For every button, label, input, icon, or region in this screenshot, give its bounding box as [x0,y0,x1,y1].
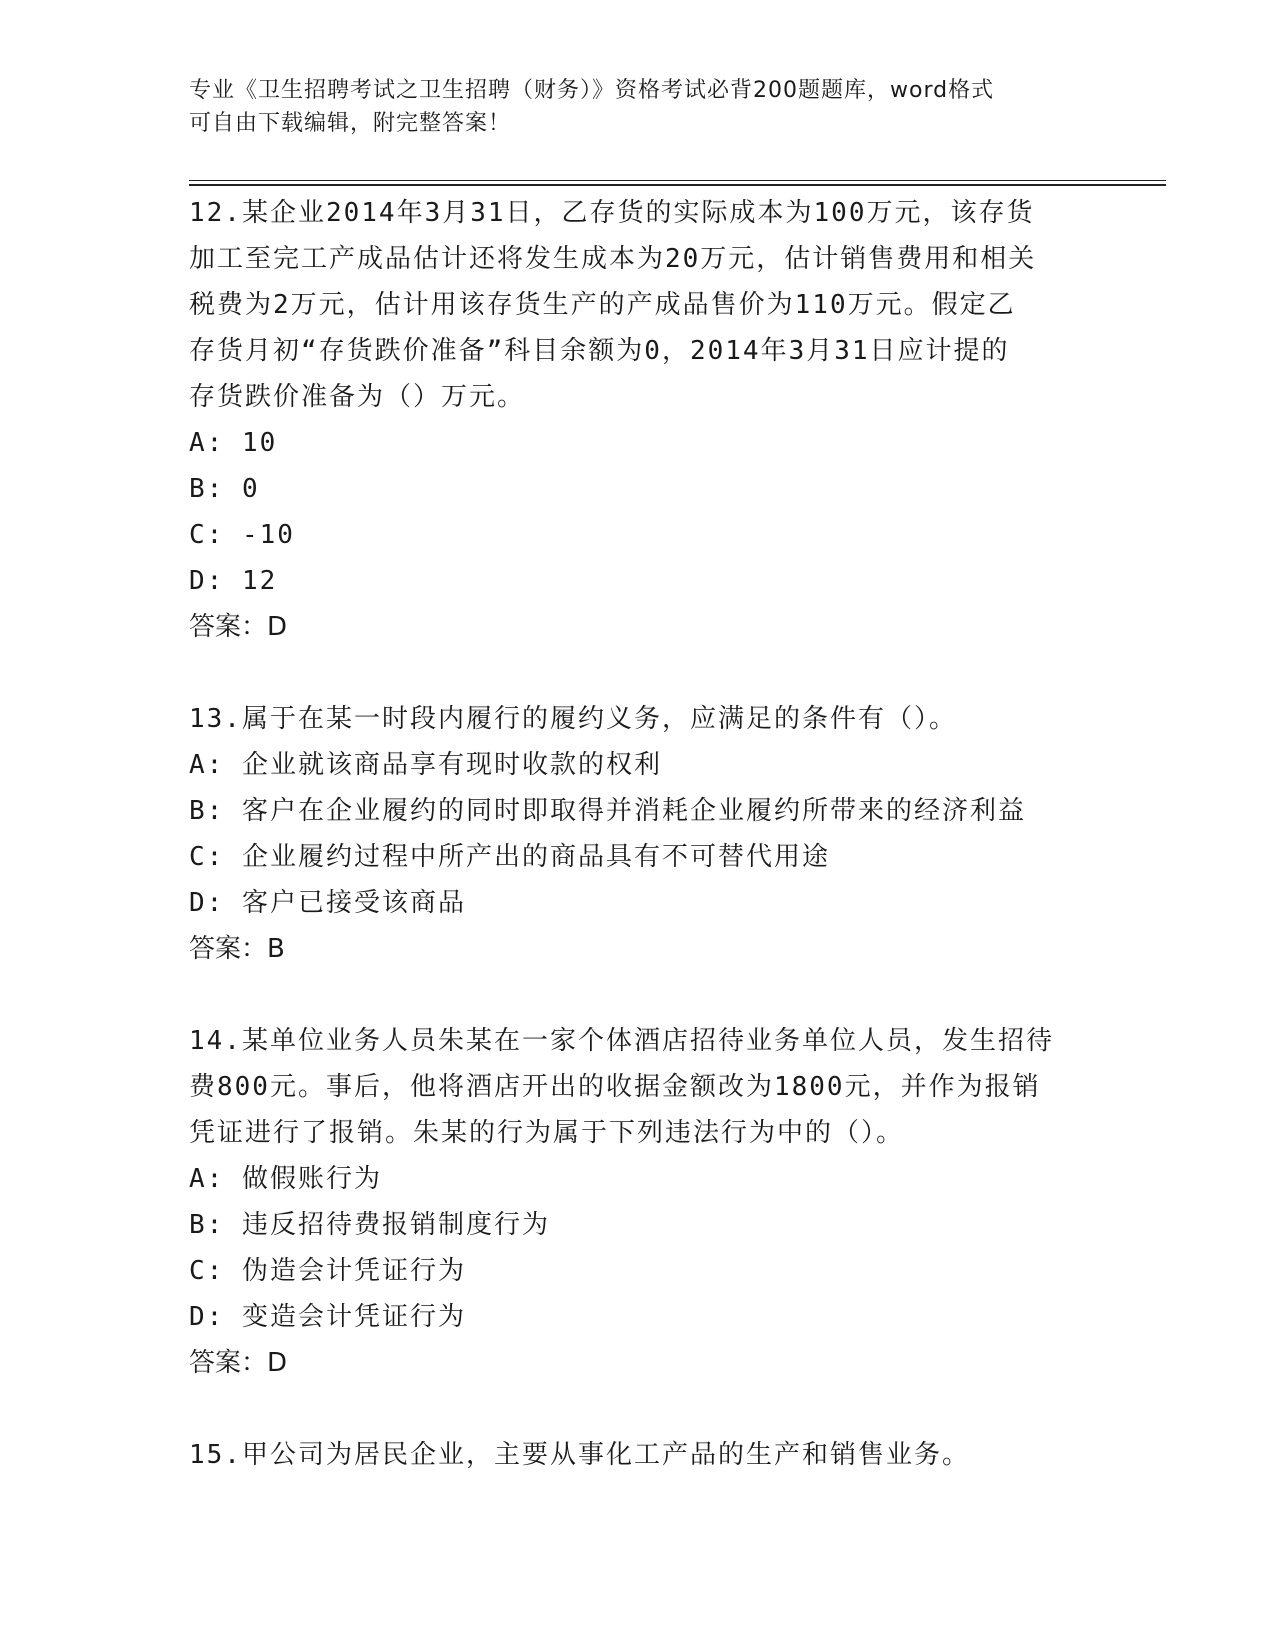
option-b: B: 违反招待费报销制度行为 [189,1210,550,1240]
question-spacer [189,972,1089,1018]
question-13 [189,696,1089,972]
question-text-line: 14.某单位业务人员朱某在一家个体酒店招待业务单位人员，发生招待 [189,1026,1054,1056]
question-text-line: 凭证进行了报销。朱某的行为属于下列违法行为中的（）。 [189,1118,905,1148]
option-d: D: 变造会计凭证行为 [189,1302,466,1332]
question-14 [189,1018,1089,1386]
answer-label: 答案：D [189,612,288,642]
question-text-line: 加工至完工产成品估计还将发生成本为20万元，估计销售费用和相关 [189,244,1037,274]
header-line-1: 专业《卫生招聘考试之卫生招聘（财务）》资格考试必背200题题库，word格式 [189,78,995,103]
header-divider-thin [189,180,1166,181]
option-c: C: 伪造会计凭证行为 [189,1256,466,1286]
question-text-line: 税费为2万元，估计用该存货生产的产成品售价为110万元。假定乙 [189,290,1016,320]
question-text-line: 15.甲公司为居民企业，主要从事化工产品的生产和销售业务。 [189,1440,970,1470]
question-15 [189,1432,1089,1478]
option-a: A: 10 [189,428,278,458]
question-text-line: 费800元。事后，他将酒店开出的收据金额改为1800元，并作为报销 [189,1072,1041,1102]
question-spacer [189,650,1089,696]
option-c: C: -10 [189,520,295,550]
answer-label: 答案：D [189,1348,288,1378]
question-text-line: 存货月初“存货跌价准备”科目余额为0，2014年3月31日应计提的 [189,336,1010,366]
question-list [189,190,1089,1478]
question-text-line: 存货跌价准备为（）万元。 [189,382,526,412]
option-b: B: 客户在企业履约的同时即取得并消耗企业履约所带来的经济利益 [189,796,1026,826]
header-line-2: 可自由下载编辑，附完整答案！ [189,111,512,136]
question-spacer [189,1386,1089,1432]
option-a: A: 企业就该商品享有现时收款的权利 [189,750,662,780]
option-d: D: 客户已接受该商品 [189,888,466,918]
option-b: B: 0 [189,474,260,504]
option-d: D: 12 [189,566,278,596]
question-12 [189,190,1089,650]
question-text-line: 13.属于在某一时段内履行的履约义务，应满足的条件有（）。 [189,704,957,734]
question-text-line: 12.某企业2014年3月31日，乙存货的实际成本为100万元，该存货 [189,198,1035,228]
option-a: A: 做假账行为 [189,1164,382,1194]
answer-label: 答案：B [189,934,285,964]
document-header [189,74,1089,140]
option-c: C: 企业履约过程中所产出的商品具有不可替代用途 [189,842,830,872]
header-divider-thick [189,184,1166,186]
